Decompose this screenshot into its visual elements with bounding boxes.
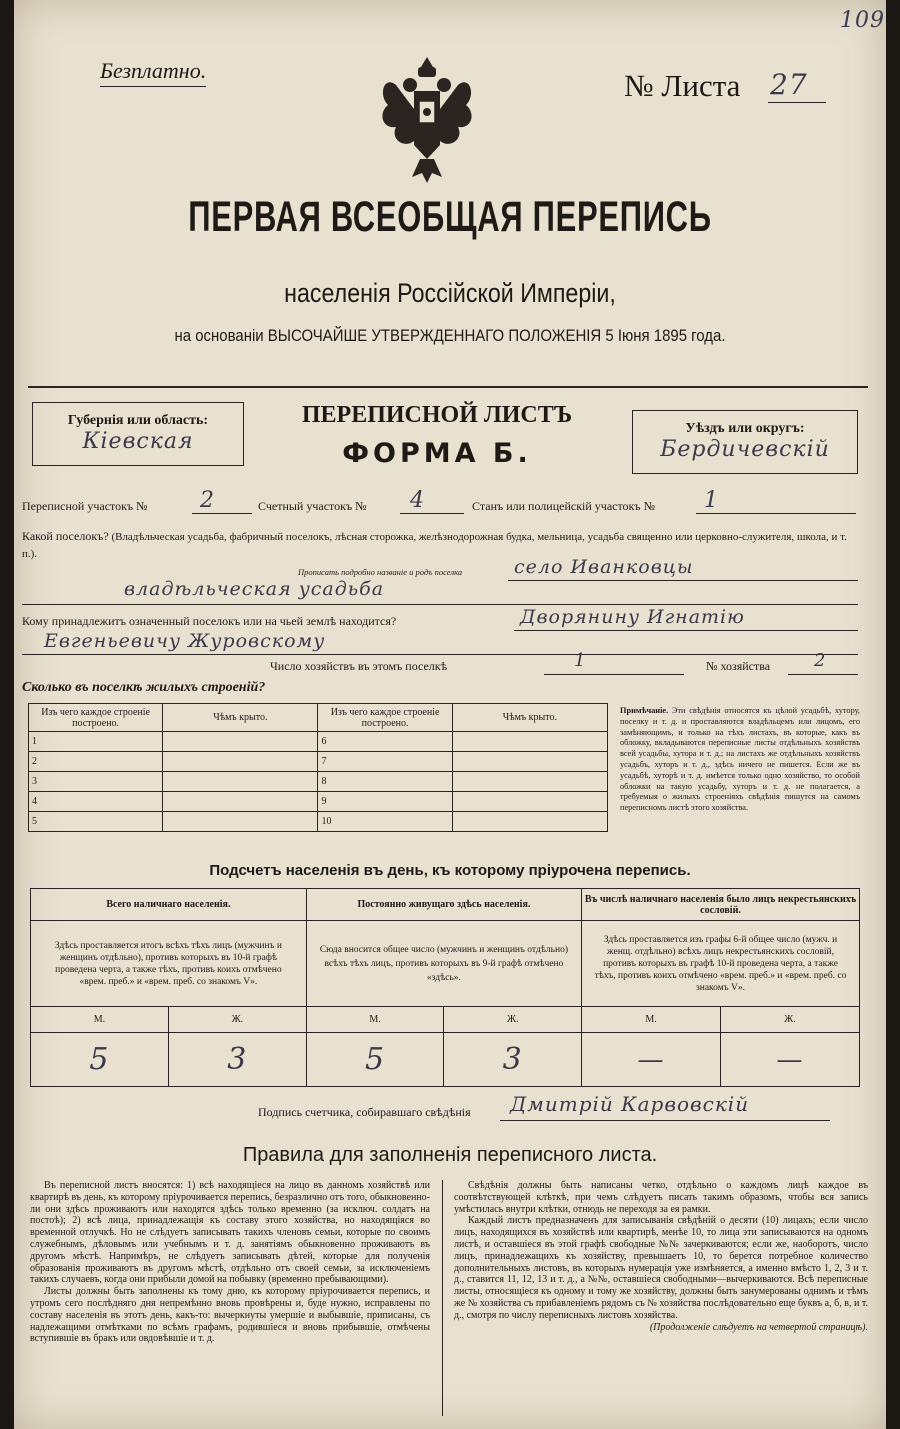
total-present-header: Всего наличнаго населенія. bbox=[31, 889, 307, 921]
note-title: Примѣчаніе. bbox=[620, 706, 669, 715]
province-box bbox=[32, 402, 244, 466]
province-label: Губернія или область: bbox=[67, 413, 209, 428]
owner-value-2: Евгеньевичу Журовскому bbox=[44, 630, 326, 652]
sheet-number-value: 27 bbox=[770, 68, 808, 101]
signature-label: Подпись счетчика, собиравшаго свѣдѣнія bbox=[258, 1105, 471, 1119]
buildings-table bbox=[28, 703, 608, 832]
owner-label: Кому принадлежитъ означенный поселокъ или на чьей землѣ находится? bbox=[22, 614, 397, 628]
buildings-col-material-2: Изъ чего каждое строеніе построено. bbox=[318, 704, 452, 732]
non-peasant-female-value: — bbox=[721, 1033, 860, 1087]
district-label: Уѣздъ или округъ: bbox=[685, 421, 805, 436]
rules-continued: (Продолженіе слѣдуетъ на четвертой страницѣ). bbox=[649, 1321, 868, 1333]
subtitle: населенія Россійской Имперіи, bbox=[284, 278, 616, 308]
rules-title: Правила для заполненія переписного листа. bbox=[242, 1144, 658, 1166]
free-label: Безплатно. bbox=[100, 58, 206, 87]
rules-left-p1: Въ переписной листъ вносятся: 1) всѣ находящіеся на лицо въ данномъ хозяйствѣ или квартирѣ въ день, къ которому пріурочивается перепись, безразлично отъ того, обыкновенно-ли они здѣсь проживаютъ или находятся здѣсь только временно (за исключ. солдатъ на постоѣ); 2) всѣ лица, принадлежащія къ составу этого хозяйства, но находящіяся во временной отлучкѣ. Но не слѣдуетъ записывать такихъ членовъ семьи, которые по своимъ служебнымъ, дѣловымъ или учебнымъ и т. д. занятіямъ обыкновенно проживаютъ въ другомъ мѣстѣ. Напримѣръ, не слѣдуетъ записывать дѣтей, которые для полученія образованія проживаютъ въ другомъ мѣстѣ, отдѣльно отъ своей семьи, за исключеніемъ такихъ случаевъ, когда они прибыли домой на побывку (временно пребывающими). bbox=[30, 1180, 430, 1286]
count-title: Подсчетъ населенія въ день, къ которому пріурочена перепись. bbox=[209, 862, 691, 879]
households-label: Число хозяйствъ въ этомъ поселкѣ bbox=[270, 659, 448, 673]
rules-left-column bbox=[30, 1180, 430, 1345]
sheet-title: ПЕРЕПИСНОЙ ЛИСТЪ bbox=[301, 402, 573, 428]
settlement-label: Какой поселокъ? bbox=[22, 529, 109, 543]
population-count-table bbox=[30, 888, 860, 1087]
count-district-label: Счетный участокъ № bbox=[258, 499, 367, 513]
permanent-header: Постоянно живущаго здѣсь населенія. bbox=[306, 889, 581, 921]
buildings-col-roof-2: Чѣмъ крыто. bbox=[452, 704, 607, 732]
table-row: 9 bbox=[318, 792, 452, 812]
table-row: 10 bbox=[318, 812, 452, 832]
settlement-hint: (Владѣльческая усадьба, фабричный поселокъ, лѣсная сторожка, желѣзнодорожная будка, мельница, усадьба священно или церковно-служителя, школа, и т. п.). bbox=[22, 531, 847, 560]
archive-page-number: 109 bbox=[840, 8, 885, 33]
non-peasant-text: Здѣсь проставляется изъ графы 6-й общее число (мужч. и женщ. отдѣльно) всѣхъ лицъ некрестьянскихъ сословій, противъ которыхъ въ графѣ 10-й проведена черта, а также тѣхъ, противъ коихъ отмѣчено «врем. преб.» и «врем. преб. со знакомъ V». bbox=[582, 921, 860, 1007]
buildings-col-material: Изъ чего каждое строеніе построено. bbox=[29, 704, 163, 732]
households-value: 1 bbox=[574, 650, 587, 671]
settlement-hint-2: Прописать подробно названіе и родъ поселка bbox=[298, 567, 463, 577]
table-row: 5 bbox=[29, 812, 163, 832]
district-box bbox=[632, 410, 858, 474]
note-block bbox=[620, 706, 860, 814]
station-label: Станъ или полицейскій участокъ № bbox=[472, 499, 656, 513]
f-label: Ж. bbox=[444, 1007, 582, 1033]
m-label: М. bbox=[306, 1007, 444, 1033]
count-district-value: 4 bbox=[410, 488, 425, 513]
household-number-label: № хозяйства bbox=[706, 659, 771, 673]
table-row: 1 bbox=[29, 732, 163, 752]
rules-left-p2: Листы должны быть заполнены къ тому дню, къ которому пріурочивается перепись, и утромъ сего послѣдняго дня непремѣнно вновь провѣрены и, буде нужно, исправлены по составу населенія въ этотъ день, какъ-то: вычеркнуты умершіе и выбывшіе, приписаны, съ надлежащими отмѣтками по всѣмъ графамъ, родившіеся и вновь прибывшіе, отмѣчены вступившіе въ бракъ или овдовѣвшіе и т. д. bbox=[30, 1286, 430, 1345]
total-female-value: 3 bbox=[168, 1033, 306, 1087]
imperial-eagle-emblem-icon bbox=[374, 55, 480, 185]
district-value: Бердичевскій bbox=[660, 437, 830, 462]
settlement-question bbox=[22, 528, 862, 563]
census-district-label: Переписной участокъ № bbox=[22, 499, 148, 513]
table-row: 4 bbox=[29, 792, 163, 812]
buildings-label: Сколько въ поселкѣ жилыхъ строеній? bbox=[22, 680, 266, 695]
non-peasant-header: Въ числѣ наличнаго населенія было лицъ некрестьянскихъ сословій. bbox=[582, 889, 860, 921]
table-row: 8 bbox=[318, 772, 452, 792]
non-peasant-male-value: — bbox=[582, 1033, 721, 1087]
note-text: Эти свѣдѣнія относятся къ цѣлой усадьбѣ, хутору, поселку и т. д. и проставляются владѣльцемъ или лицомъ, его замѣняющимъ, и только на тѣхъ листахъ, въ которые, какъ въ обложку, вкладываются переписные листы отдѣльныхъ хозяйствъ всей усадьбы, хутора и т. д.; на листахъ же отдѣльныхъ хозяйствъ усадьбъ, хуторъ и т. д., здѣсь ничего не пишется. Если же въ усадьбѣ, хуторѣ и т. д. имѣется только одно хозяйство, то особой обложки на такую усадьбу, хуторъ и т. д. не полагается, а требуемыя о жилыхъ строеніяхъ свѣдѣнія пишутся на самомъ переписномъ листѣ этого хозяйства. bbox=[620, 706, 860, 813]
table-row: 6 bbox=[318, 732, 452, 752]
settlement-value-2: владѣльческая усадьба bbox=[124, 578, 385, 600]
m-label: М. bbox=[31, 1007, 169, 1033]
permanent-male-value: 5 bbox=[306, 1033, 444, 1087]
m-label: М. bbox=[582, 1007, 721, 1033]
household-number-value: 2 bbox=[814, 650, 827, 671]
permanent-female-value: 3 bbox=[444, 1033, 582, 1087]
province-value: Кіевская bbox=[82, 429, 194, 454]
rules-right-p2: Каждый листъ предназначенъ для записыванія свѣдѣній о десяти (10) лицахъ; если число лицъ, находящихся въ хозяйствѣ или квартирѣ, менѣе 10, то лица эти записываются на одномъ листѣ, и оставшіеся въ этой графѣ свободные №№ зачеркиваются; если же, наоборотъ, число лицъ, принадлежащихъ къ хозяйству, превышаетъ 10, то берется потребное количество дополнительныхъ листовъ, въ которыхъ нумерація уже измѣняется, а именно вмѣсто 1, 2, 3 и т. д., ставится 11, 12, 13 и т. д., а №№, оставшіеся свободными—вычеркиваются. Всѣ переписные листы, относящіеся къ одному и тому же хозяйству, должны быть занумерованы однимъ и тѣмъ же № хозяйства съ прибавленіемъ рядомъ съ № хозяйства послѣдовательно еще буквъ а, б, в, и т. д., смотря по числу переписныхъ листовъ хозяйства. bbox=[454, 1215, 868, 1321]
census-district-value: 2 bbox=[200, 488, 215, 513]
total-male-value: 5 bbox=[31, 1033, 169, 1087]
rules-divider bbox=[442, 1180, 443, 1416]
table-row: 2 bbox=[29, 752, 163, 772]
table-row: 7 bbox=[318, 752, 452, 772]
total-present-text: Здѣсь проставляется итогъ всѣхъ тѣхъ лицъ (мужчинъ и женщинъ отдѣльно), противъ которыхъ въ 10-й графѣ проведена черта, а также тѣхъ, противъ коихъ отмѣчено «врем. преб.» и «врем. преб. со знакомъ V». bbox=[31, 921, 307, 1007]
sheet-number-label: № Листа bbox=[624, 68, 741, 103]
permanent-text: Сюда вносится общее число (мужчинъ и женщинъ отдѣльно) всѣхъ тѣхъ лицъ, противъ которыхъ въ 9-й графѣ отмѣчено «здѣсь». bbox=[306, 921, 581, 1007]
owner-value-1: Дворянину Игнатію bbox=[520, 606, 745, 628]
rules-right-column bbox=[454, 1180, 868, 1333]
census-sheet bbox=[14, 0, 886, 1429]
signature-value: Дмитрій Карвовскій bbox=[510, 1092, 750, 1116]
form-name: ФОРМА Б. bbox=[342, 438, 532, 469]
settlement-value-1: село Иванковцы bbox=[514, 556, 694, 578]
table-row: 3 bbox=[29, 772, 163, 792]
buildings-col-roof: Чѣмъ крыто. bbox=[163, 704, 318, 732]
main-title: ПЕРВАЯ ВСЕОБЩАЯ ПЕРЕПИСЬ bbox=[188, 193, 712, 241]
station-value: 1 bbox=[704, 488, 719, 513]
rules-right-p1: Свѣдѣнія должны быть написаны четко, отдѣльно о каждомъ лицѣ каждое въ соотвѣтствующей клѣткѣ, при чемъ слѣдуетъ писать такимъ образомъ, чтобы вся запись умѣстилась внутри клѣтки, отнюдь не переходя за ея рамки. bbox=[454, 1180, 868, 1215]
f-label: Ж. bbox=[168, 1007, 306, 1033]
legal-basis: на основаніи ВЫСОЧАЙШЕ УТВЕРЖДЕННАГО ПОЛОЖЕНІЯ 5 Іюня 1895 года. bbox=[174, 326, 726, 345]
f-label: Ж. bbox=[721, 1007, 860, 1033]
